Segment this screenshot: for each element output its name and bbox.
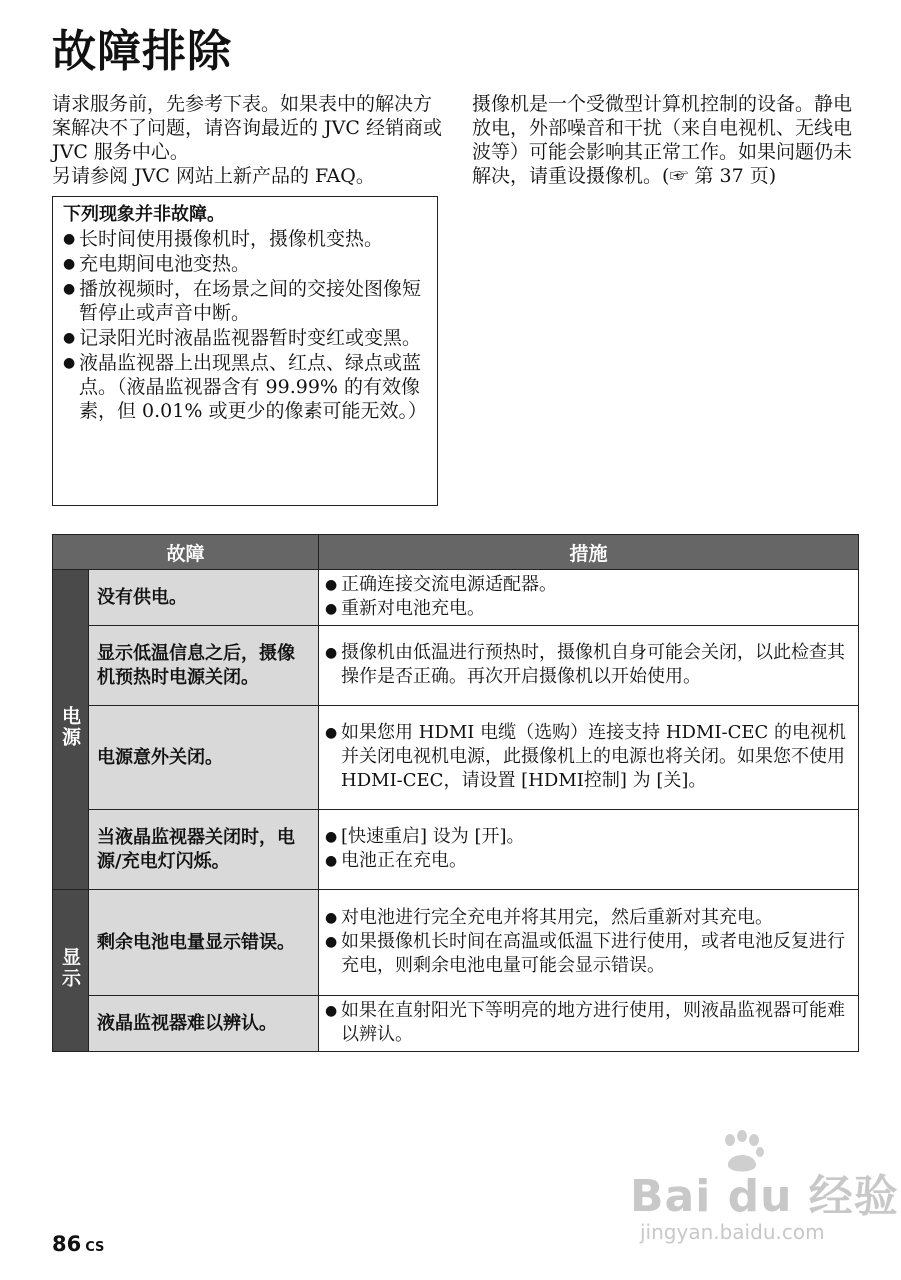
table-row [53,626,859,706]
problem-cell: 电源意外关闭。 [89,706,319,810]
intro-paragraph: 另请参阅 JVC 网站上新产品的 FAQ。 [52,165,375,187]
fix-item: ● 正确连接交流电源适配器。 [325,573,850,597]
page-language-code: CS [85,1240,105,1255]
problem-cell: 当液晶监视器关闭时，电源/充电灯闪烁。 [89,810,319,890]
fix-item: ● [快速重启] 设为 [开]。 [325,825,850,849]
notice-item: ● 液晶监视器上出现黑点、红点、绿点或蓝点。（液晶监视器含有 99.99% 的有效像素，但 0.01% 或更少的像素可能无效。） [63,351,427,423]
fix-item: ● 如果在直射阳光下等明亮的地方进行使用，则液晶监视器可能难以辨认。 [325,999,850,1047]
header-problem: 故障 [53,535,319,570]
intro-right: 摄像机是一个受微型计算机控制的设备。静电放电，外部噪音和干扰（来自电视机、无线电波等）可能会影响其正常工作。如果问题仍未解决，请重设摄像机。(☞ 第 37 页) [472,93,853,187]
fix-cell [319,890,859,996]
notice-item: ● 充电期间电池变热。 [63,252,427,276]
category-power [53,570,89,890]
table-row [53,890,859,996]
watermark-brand: Bai du 经验 [630,1171,899,1222]
page-number [52,1232,104,1256]
fix-item: ● 如果摄像机长时间在高温或低温下进行使用，或者电池反复进行充电，则剩余电池电量可能会显示错误。 [325,930,850,978]
table-row [53,996,859,1052]
problem-cell: 液晶监视器难以辨认。 [89,996,319,1052]
not-malfunction-box [52,196,438,506]
fix-cell [319,810,859,890]
problem-cell: 没有供电。 [89,570,319,626]
fix-item: ● 重新对电池充电。 [325,597,850,621]
notice-title: 下列现象并非故障。 [63,204,225,225]
page-number-value: 86 [52,1232,82,1256]
table-header-row [53,535,859,570]
intro-left [52,92,442,188]
category-label: 显示 [59,947,81,989]
table-row [53,706,859,810]
fix-cell [319,570,859,626]
fix-cell [319,626,859,706]
page-title: 故障排除 [52,26,232,77]
troubleshooting-table [52,534,859,1052]
header-fix: 措施 [319,535,859,570]
watermark-url: jingyan.baidu.com [640,1220,825,1244]
table-row [53,570,859,626]
intro-paragraph: 请求服务前，先参考下表。如果表中的解决方案解决不了问题，请咨询最近的 JVC 经销商或 JVC 服务中心。 [52,93,442,163]
category-label: 电源 [59,706,81,748]
fix-item: ● 摄像机由低温进行预热时，摄像机自身可能会关闭，以此检查其操作是否正确。再次开启摄像机以开始使用。 [325,641,850,689]
problem-cell: 显示低温信息之后，摄像机预热时电源关闭。 [89,626,319,706]
baidu-watermark [630,1130,899,1250]
notice-item: ● 播放视频时，在场景之间的交接处图像短暂停止或声音中断。 [63,277,427,325]
fix-item: ● 如果您用 HDMI 电缆（选购）连接支持 HDMI-CEC 的电视机并关闭电视机电源，此摄像机上的电源也将关闭。如果您不使用 HDMI-CEC，请设置 [HDMI控制] 为 [关]。 [325,721,850,793]
notice-item: ● 长时间使用摄像机时，摄像机变热。 [63,227,427,251]
notice-item: ● 记录阳光时液晶监视器暂时变红或变黑。 [63,326,427,350]
notice-list [63,227,427,423]
problem-cell: 剩余电池电量显示错误。 [89,890,319,996]
fix-cell [319,996,859,1052]
table-row [53,810,859,890]
category-display [53,890,89,1052]
fix-item: ● 电池正在充电。 [325,849,850,873]
fix-item: ● 对电池进行完全充电并将其用完，然后重新对其充电。 [325,906,850,930]
fix-cell [319,706,859,810]
